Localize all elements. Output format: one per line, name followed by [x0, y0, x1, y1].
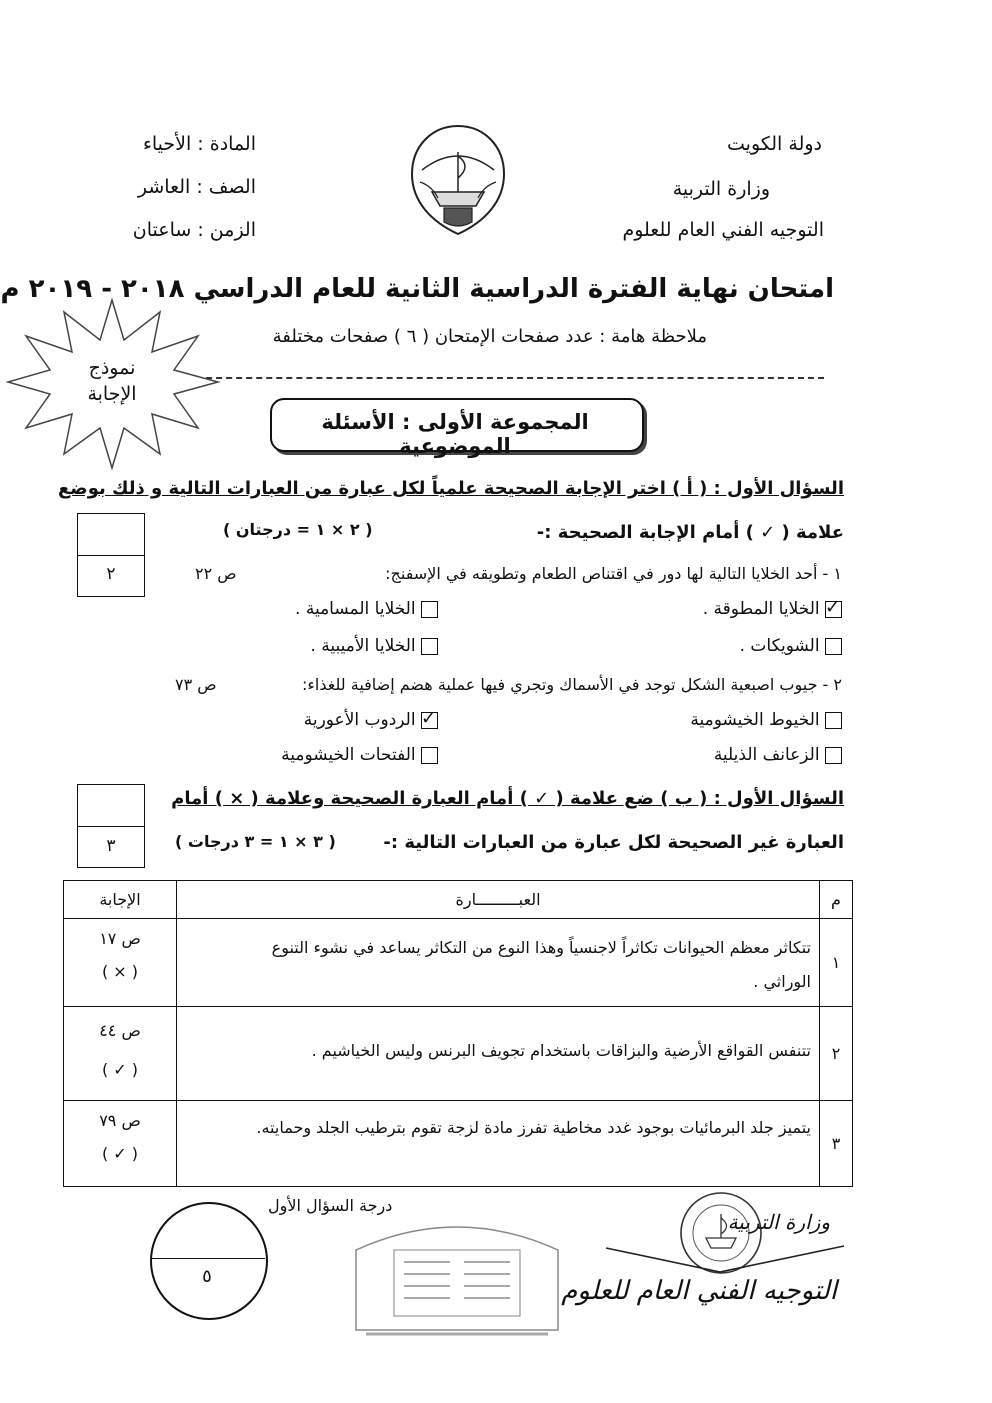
table-row [64, 919, 853, 1007]
q1a-item1-option-d[interactable] [310, 636, 438, 656]
q1-grade-label: درجة السؤال الأول [268, 1196, 393, 1215]
row-num: ٢ [820, 1007, 853, 1101]
grade-circle-divider [151, 1258, 265, 1259]
score-box-divider [77, 555, 145, 556]
statements-table [63, 880, 853, 1187]
header-ministry: وزارة التربية [672, 178, 770, 200]
q1b-marks: ( ٣ × ١ = ٣ درجات ) [175, 832, 336, 851]
row-answer-cell [64, 1101, 177, 1187]
row-statement: يتميز جلد البرمائيات بوجود غدد مخاطية تفرز مادة لزجة تقوم بترطيب الجلد وحمايته. [177, 1101, 820, 1187]
q1a-instruction: السؤال الأول : ( أ ) اختر الإجابة الصحيحة علمياً لكل عبارة من العبارات التالية و ذلك بوضع [58, 478, 844, 499]
checkbox-icon[interactable] [825, 747, 842, 764]
q1-grade-value: ٥ [202, 1266, 212, 1287]
row-page: ص ١٧ [99, 929, 141, 948]
option-label: الخيوط الخيشومية [690, 710, 820, 730]
q1a-item2-option-d[interactable] [281, 745, 438, 765]
header-department: التوجيه الفني العام للعلوم [622, 219, 824, 241]
checkbox-icon[interactable] [421, 638, 438, 655]
header-answer: الإجابة [64, 881, 177, 919]
header-grade: الصف : العاشر [137, 176, 256, 198]
row-statement: تتنفس القواقع الأرضية والبزاقات باستخدام تجويف البرنس وليس الخياشيم . [177, 1007, 820, 1101]
q1a-item1-option-a[interactable] [703, 599, 842, 619]
q1-grade-circle [150, 1202, 268, 1320]
row-answer-cell [64, 1007, 177, 1101]
stamp-ministry-text: وزارة التربية [727, 1210, 830, 1234]
q1a-marks: ( ٢ × ١ = درجتان ) [223, 520, 373, 539]
row-answer-cell [64, 919, 177, 1007]
row-num: ٣ [820, 1101, 853, 1187]
q1b-instruction: السؤال الأول : ( ب ) ضع علامة ( ✓ ) أمام العبارة الصحيحة وعلامة ( × ) أمام [171, 788, 844, 809]
q1a-item2-option-a[interactable] [690, 710, 842, 730]
signature-underline-icon [600, 1238, 850, 1278]
option-label: الخلايا الأميبية . [310, 636, 416, 656]
row-num: ١ [820, 919, 853, 1007]
score-box-divider [77, 826, 145, 827]
q1b-score: ٣ [106, 836, 116, 856]
library-stamp-icon [346, 1210, 568, 1340]
row-page: ص ٧٩ [99, 1111, 141, 1130]
option-label: الزعانف الذيلية [713, 745, 820, 765]
row-answer: ( ✓ ) [101, 1144, 139, 1163]
q1a-item1-text: ١ - أحد الخلايا التالية لها دور في اقتناص الطعام وتطويقه في الإسفنج: [385, 564, 842, 583]
q1a-item1-option-c[interactable] [740, 636, 842, 656]
q1a-item2-text: ٢ - جيوب اصبعية الشكل توجد في الأسماك وتجري فيها عملية هضم إضافية للغذاء: [302, 675, 842, 694]
option-label: الفتحات الخيشومية [281, 745, 416, 765]
answer-model-label: نموذج الإجابة [87, 357, 137, 405]
kuwait-emblem-icon [402, 122, 514, 240]
q1a-instruction-2: علامة ( ✓ ) أمام الإجابة الصحيحة :- [536, 522, 844, 543]
row-answer: ( ✓ ) [101, 1060, 139, 1079]
q1a-item2-option-b[interactable] [304, 710, 438, 730]
row-page: ص ٤٤ [99, 1021, 141, 1040]
checkbox-icon[interactable] [825, 712, 842, 729]
q1a-item2-page: ص ٧٣ [175, 675, 217, 694]
option-label: الخلايا المطوقة . [702, 599, 820, 619]
table-row [64, 1007, 853, 1101]
q1a-item1-option-b[interactable] [295, 599, 438, 619]
q1a-score: ٢ [106, 564, 116, 584]
row-statement: تتكاثر معظم الحيوانات تكاثراً لاجنسياً وهذا النوع من التكاثر يساعد في نشوء التنوع الوراثي . [177, 919, 820, 1007]
header-subject: المادة : الأحياء [142, 133, 256, 155]
option-label: الشويكات . [739, 636, 820, 656]
separator-line [186, 377, 824, 379]
row-answer: ( × ) [101, 962, 139, 981]
q1a-item1-page: ص ٢٢ [195, 564, 237, 583]
header-time: الزمن : ساعتان [132, 219, 256, 241]
checkbox-icon[interactable] [421, 601, 438, 618]
signature: التوجيه الفني العام للعلوم [561, 1276, 837, 1306]
exam-note: ملاحظة هامة : عدد صفحات الإمتحان ( ٦ ) صفحات مختلفة [272, 326, 707, 347]
header-country: دولة الكويت [727, 133, 822, 155]
table-row [64, 1101, 853, 1187]
checkbox-icon[interactable] [421, 747, 438, 764]
option-label: الخلايا المسامية . [295, 599, 416, 619]
table-header-row [64, 881, 853, 919]
group-title: المجموعة الأولى : الأسئلة الموضوعية [321, 410, 589, 458]
q1a-item2-option-c[interactable] [714, 745, 842, 765]
q1b-instruction-2: العبارة غير الصحيحة لكل عبارة من العبارات التالية :- [383, 832, 844, 853]
header-num: م [820, 881, 853, 919]
checkbox-checked-icon[interactable] [421, 712, 438, 729]
checkbox-checked-icon[interactable] [825, 601, 842, 618]
option-label: الردوب الأعورية [303, 710, 416, 730]
header-statement: العبـــــــــارة [177, 881, 820, 919]
checkbox-icon[interactable] [825, 638, 842, 655]
exam-title: امتحان نهاية الفترة الدراسية الثانية للعام الدراسي ٢٠١٨ - ٢٠١٩ م [0, 274, 834, 304]
